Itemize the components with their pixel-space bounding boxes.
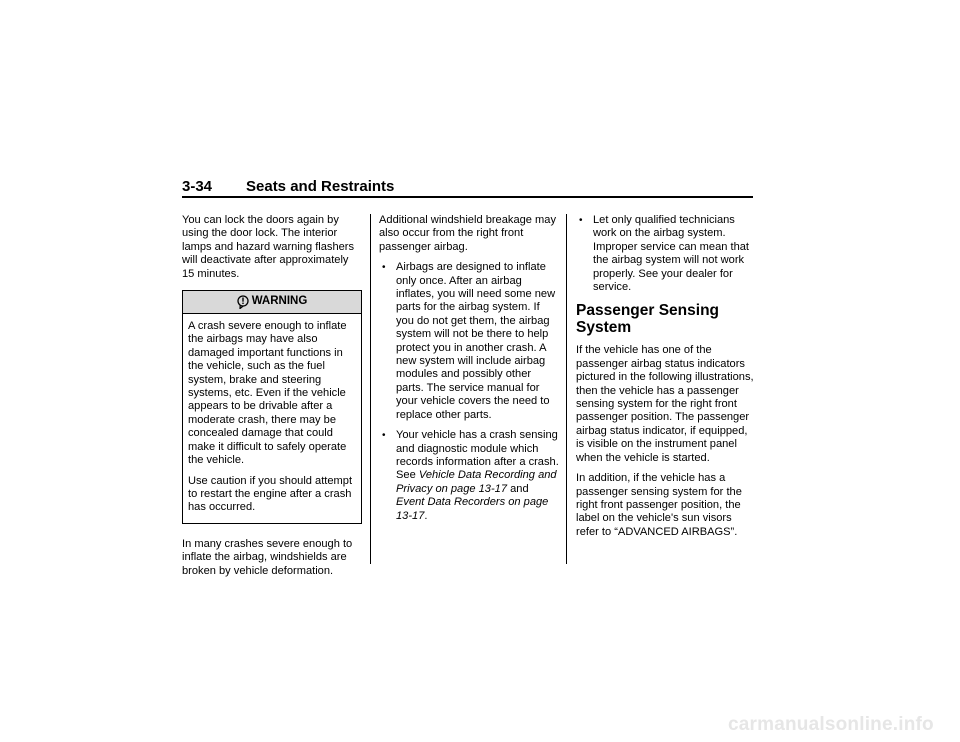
warning-icon	[237, 295, 249, 309]
column-3	[576, 214, 754, 546]
warning-paragraph: A crash severe enough to inflate the airbags may have also damaged important functions in the vehicle, such as the fuel system, brake and steering systems, etc. Even if the vehicle appears to be drivable after a moderate crash, there may be concealed damage that could make it difficult to safely operate the vehicle.	[188, 320, 347, 467]
paragraph: In many crashes severe enough to inflate the airbag, windshields are broken by vehicle deformation.	[182, 537, 353, 577]
page-number: 3-34	[182, 178, 213, 195]
conjunction: and	[510, 482, 529, 495]
warning-header	[183, 291, 361, 314]
warning-box	[182, 290, 362, 524]
column-divider	[566, 214, 567, 564]
column-2	[379, 214, 559, 530]
warning-body	[183, 314, 361, 523]
column-1	[182, 214, 362, 585]
paragraph: If the vehicle has one of the passenger airbag status indicators pictured in the following illustrations, then the vehicle has a passenger sensing system for the right front passenger position. The passenger airbag status indicator, if equipped, is visible on the instrument panel when the vehicle is started.	[576, 344, 754, 464]
page-header	[182, 178, 753, 196]
sentence-end: .	[424, 509, 428, 522]
warning-paragraph: Use caution if you should attempt to restart the engine after a crash has occurred.	[188, 474, 353, 514]
list-item-text: Your vehicle has a crash sensing and diagnostic module which records information after a crash. See	[396, 429, 559, 482]
warning-title: WARNING	[251, 295, 308, 308]
watermark: carmanualsonline.info	[728, 714, 934, 735]
cross-reference-link[interactable]: Event Data Recorders on page 13-17	[396, 496, 549, 522]
paragraph: You can lock the doors again by using the door lock. The interior lamps and hazard warning flashers will deactivate after approximately 15 minutes.	[182, 214, 355, 280]
paragraph: In addition, if the vehicle has a passenger sensing system for the right front passenger position, the label on the vehicle's sun visors refer to “ADVANCED AIRBAGS”.	[576, 472, 742, 538]
paragraph: Additional windshield breakage may also occur from the right front passenger airbag.	[379, 214, 556, 253]
list-item: • Let only qualified technicians work on the airbag system. Improper service can mean that the airbag system will not work properly. See your dealer for service.	[576, 214, 754, 294]
section-heading: Passenger Sensing System	[576, 302, 720, 337]
bullet-list	[379, 261, 559, 523]
list-item: • Airbags are designed to inflate only once. After an airbag inflates, you will need some new parts for the airbag system. If you do not get them, the airbag system will not be there to help protect you in another crash. A new system will include airbag modules and possibly other parts. The service manual for your vehicle covers the need to replace other parts.	[379, 261, 559, 422]
header-rule	[182, 196, 753, 198]
list-item	[379, 429, 559, 523]
section-title: Seats and Restraints	[246, 178, 395, 195]
cross-reference-link[interactable]: Vehicle Data Recording and Privacy on page 13-17	[396, 469, 557, 495]
column-divider	[370, 214, 371, 564]
bullet-list	[576, 214, 754, 294]
